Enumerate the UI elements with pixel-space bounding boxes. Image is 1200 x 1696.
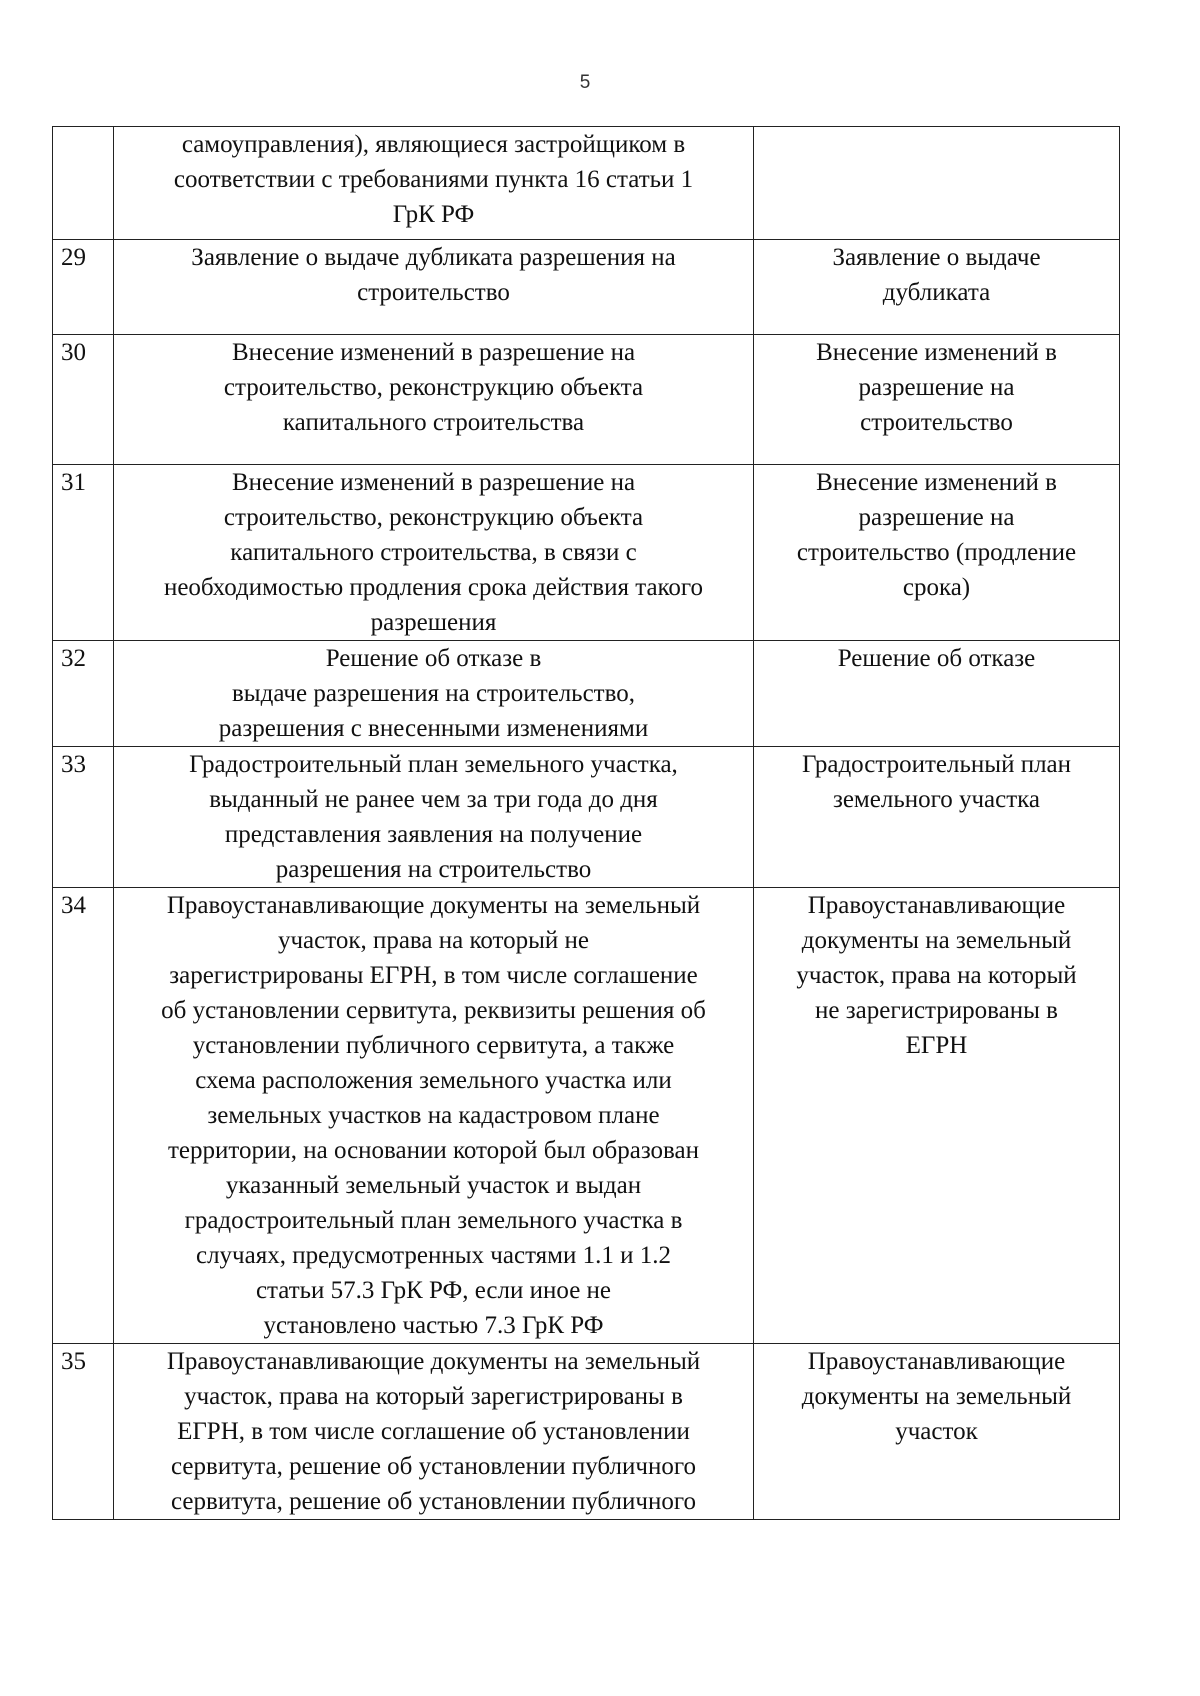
description-line: представления заявления на получение [224, 821, 643, 848]
description-line: разрешения на строительство [275, 856, 592, 883]
table-row [53, 240, 1120, 335]
short-name-line: Правоустанавливающие [807, 892, 1066, 919]
row-number-cell: 30 [53, 335, 114, 465]
description-line: Заявление о выдаче дубликата разрешения на [191, 244, 676, 271]
description-line: ГрК РФ [392, 201, 475, 228]
short-name-line: Правоустанавливающие [807, 1348, 1066, 1375]
description-line: капитального строительства [282, 409, 585, 436]
description-line: указанный земельный участок и выдан [225, 1172, 642, 1199]
short-name-line: срока) [902, 574, 971, 601]
short-name-cell [754, 1344, 1120, 1520]
table-row [53, 888, 1120, 1344]
description-line: строительство [357, 279, 510, 306]
document-description-cell [114, 335, 754, 465]
short-name-line: документы на земельный [801, 1383, 1072, 1410]
table-row [53, 1344, 1120, 1520]
document-description-cell [114, 127, 754, 240]
description-line: участок, права на который зарегистрированы в [184, 1383, 683, 1410]
page-number: 5 [579, 72, 591, 93]
table-row [53, 127, 1120, 240]
description-line: статьи 57.3 ГрК РФ, если иное не [255, 1277, 612, 1304]
description-line: случаях, предусмотренных частями 1.1 и 1.2 [195, 1242, 671, 1269]
short-name-line: участок [895, 1418, 978, 1445]
description-line: сервитута, решение об установлении публичного [171, 1488, 696, 1515]
description-line: Внесение изменений в разрешение на [231, 339, 636, 366]
description-line: необходимостью продления срока действия такого [163, 574, 704, 601]
description-line: Градостроительный план земельного участка, [189, 751, 678, 778]
short-name-cell [754, 335, 1120, 465]
short-name-line: Градостроительный план [801, 751, 1072, 778]
table-row [53, 747, 1120, 888]
description-line: установлено частью 7.3 ГрК РФ [263, 1312, 604, 1339]
short-name-line: строительство (продление [796, 539, 1077, 566]
short-name-line: ЕГРН [905, 1032, 968, 1059]
description-line: выданный не ранее чем за три года до дня [209, 786, 658, 813]
short-name-line: дубликата [882, 279, 991, 306]
row-number-cell: 35 [53, 1344, 114, 1520]
short-name-line: документы на земельный [801, 927, 1072, 954]
description-line: разрешения [370, 609, 497, 636]
description-line: Решение об отказе в [325, 645, 542, 672]
description-line: Правоустанавливающие документы на земельный [166, 1348, 701, 1375]
description-line: территории, на основании которой был образован [167, 1137, 700, 1164]
short-name-cell [754, 641, 1120, 747]
short-name-line: земельного участка [832, 786, 1041, 813]
short-name-line: Решение об отказе [837, 645, 1036, 672]
short-name-cell [754, 888, 1120, 1344]
document-description-cell [114, 465, 754, 641]
table-row [53, 641, 1120, 747]
description-line: капитального строительства, в связи с [230, 539, 637, 566]
short-name-line: Внесение изменений в [816, 469, 1057, 496]
description-line: Внесение изменений в разрешение на [231, 469, 636, 496]
row-number-cell: 29 [53, 240, 114, 335]
document-description-cell [114, 240, 754, 335]
description-line: земельных участков на кадастровом плане [207, 1102, 660, 1129]
description-line: установлении публичного сервитута, а также [192, 1032, 675, 1059]
description-line: выдаче разрешения на строительство, [232, 680, 635, 707]
description-line: зарегистрированы ЕГРН, в том числе соглашение [169, 962, 698, 989]
description-line: самоуправления), являющиеся застройщиком в [181, 131, 686, 158]
short-name-line: Внесение изменений в [816, 339, 1057, 366]
description-line: градостроительный план земельного участка в [184, 1207, 683, 1234]
row-number-cell: 32 [53, 641, 114, 747]
document-description-cell [114, 641, 754, 747]
row-number-cell [53, 127, 114, 240]
description-line: об установлении сервитута, реквизиты решения об [161, 997, 706, 1024]
description-line: участок, права на который не [277, 927, 590, 954]
row-number-cell: 33 [53, 747, 114, 888]
short-name-cell [754, 240, 1120, 335]
short-name-line: не зарегистрированы в [815, 997, 1058, 1024]
short-name-line: разрешение на [858, 504, 1015, 531]
short-name-line: участок, права на который [796, 962, 1077, 989]
description-line: строительство, реконструкцию объекта [223, 504, 644, 531]
row-number-cell: 34 [53, 888, 114, 1344]
description-line: сервитута, решение об установлении публичного [171, 1453, 696, 1480]
documents-table [52, 126, 1120, 1520]
short-name-cell [754, 747, 1120, 888]
table-row [53, 465, 1120, 641]
short-name-cell [754, 127, 1120, 240]
description-line: соответствии с требованиями пункта 16 статьи 1 [173, 166, 694, 193]
document-description-cell [114, 1344, 754, 1520]
description-line: ЕГРН, в том числе соглашение об установлении [177, 1418, 690, 1445]
table-row [53, 335, 1120, 465]
document-description-cell [114, 888, 754, 1344]
short-name-line: Заявление о выдаче [832, 244, 1041, 271]
row-number-cell: 31 [53, 465, 114, 641]
description-line: разрешения с внесенными изменениями [218, 715, 649, 742]
description-line: схема расположения земельного участка или [195, 1067, 672, 1094]
description-line: строительство, реконструкцию объекта [223, 374, 644, 401]
short-name-cell [754, 465, 1120, 641]
description-line: Правоустанавливающие документы на земельный [166, 892, 701, 919]
short-name-line: разрешение на [858, 374, 1015, 401]
short-name-line: строительство [860, 409, 1013, 436]
document-description-cell [114, 747, 754, 888]
